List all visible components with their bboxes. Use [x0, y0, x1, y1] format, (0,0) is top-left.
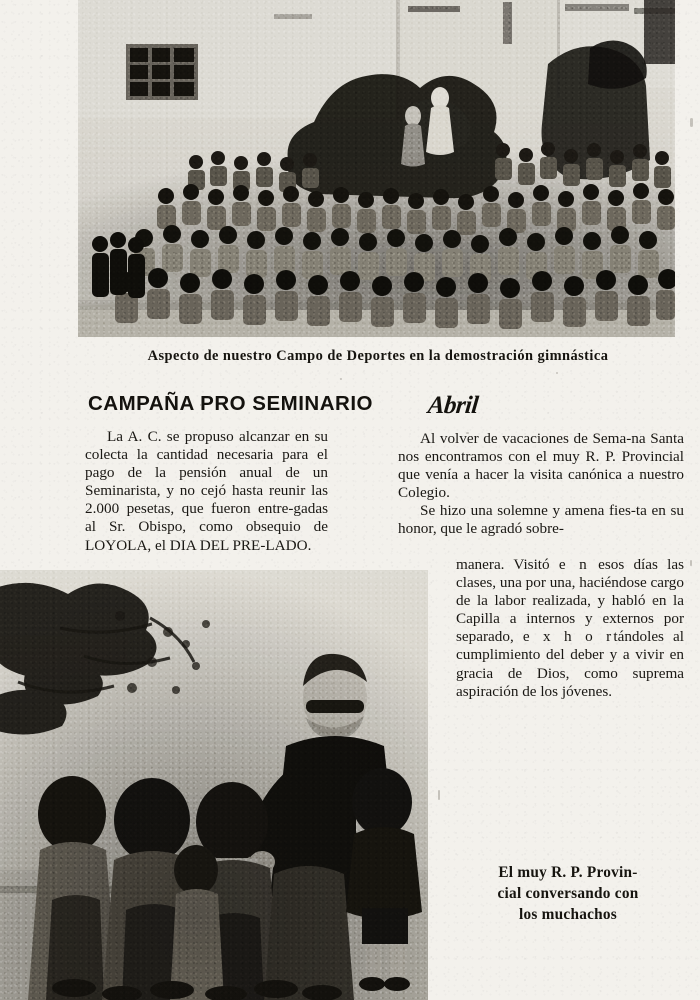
photo-sports-field-gymnastics-demonstration — [78, 0, 675, 337]
page-title-campana-pro-seminario: CAMPAÑA PRO SEMINARIO — [88, 392, 373, 415]
scan-speck — [652, 600, 655, 603]
scan-speck — [556, 372, 558, 374]
photo-bottom-caption — [450, 862, 686, 925]
caption-line: cial conversando con — [497, 885, 639, 902]
paragraph: Al volver de vacaciones de Sema-na Santa nos encontramos con el muy R. P. Provincial que venía a hacer la visita canónica a nuestro Colegio. — [398, 430, 684, 502]
scan-speck — [340, 378, 342, 380]
scan-speck — [200, 404, 202, 406]
photo-top-caption: Aspecto de nuestro Campo de Deportes en la demostración gimnástica — [147, 348, 609, 364]
article-column-right-lower — [456, 556, 684, 701]
caption-line: El muy R. P. Provin- — [498, 864, 638, 881]
scan-speck — [438, 790, 440, 800]
text-run: tándoles al cumplimiento del deber y a vivir en gracia de Dios, como suprema aspiración de los jóvenes. — [456, 628, 684, 700]
photo-provincial-talking-with-boys — [0, 570, 428, 1000]
caption-line: los muchachos — [518, 906, 618, 923]
scan-speck — [690, 118, 693, 127]
article-column-left — [85, 428, 328, 555]
paragraph: Se hizo una solemne y amena fies-ta en su honor, que le agradó sobre- — [398, 502, 684, 538]
paragraph: La A. C. se propuso alcanzar en su colecta la cantidad necesaria para el pago de la pensión anual de un Seminarista, y no cejó hasta reunir las 2.000 pesetas, que fueron entre-gadas al Sr. Obispo, como obsequio de LOYOLA, el DIA DEL PRE-LADO. — [85, 428, 328, 554]
scan-speck — [466, 432, 469, 434]
text-run: esos días las clases, una por una, haciéndose cargo de la labor realizada, y habló en la Capilla a internos y externos por separado, — [456, 556, 684, 646]
scan-speck — [690, 560, 692, 566]
article-column-right-upper — [398, 430, 684, 539]
text-run: manera. Visitó — [456, 556, 559, 573]
month-heading-abril: Abril — [426, 392, 480, 419]
paragraph — [456, 556, 684, 701]
letterspaced-word-exhor: e x h o r — [522, 628, 614, 646]
letterspaced-word-en: e n — [558, 556, 589, 573]
